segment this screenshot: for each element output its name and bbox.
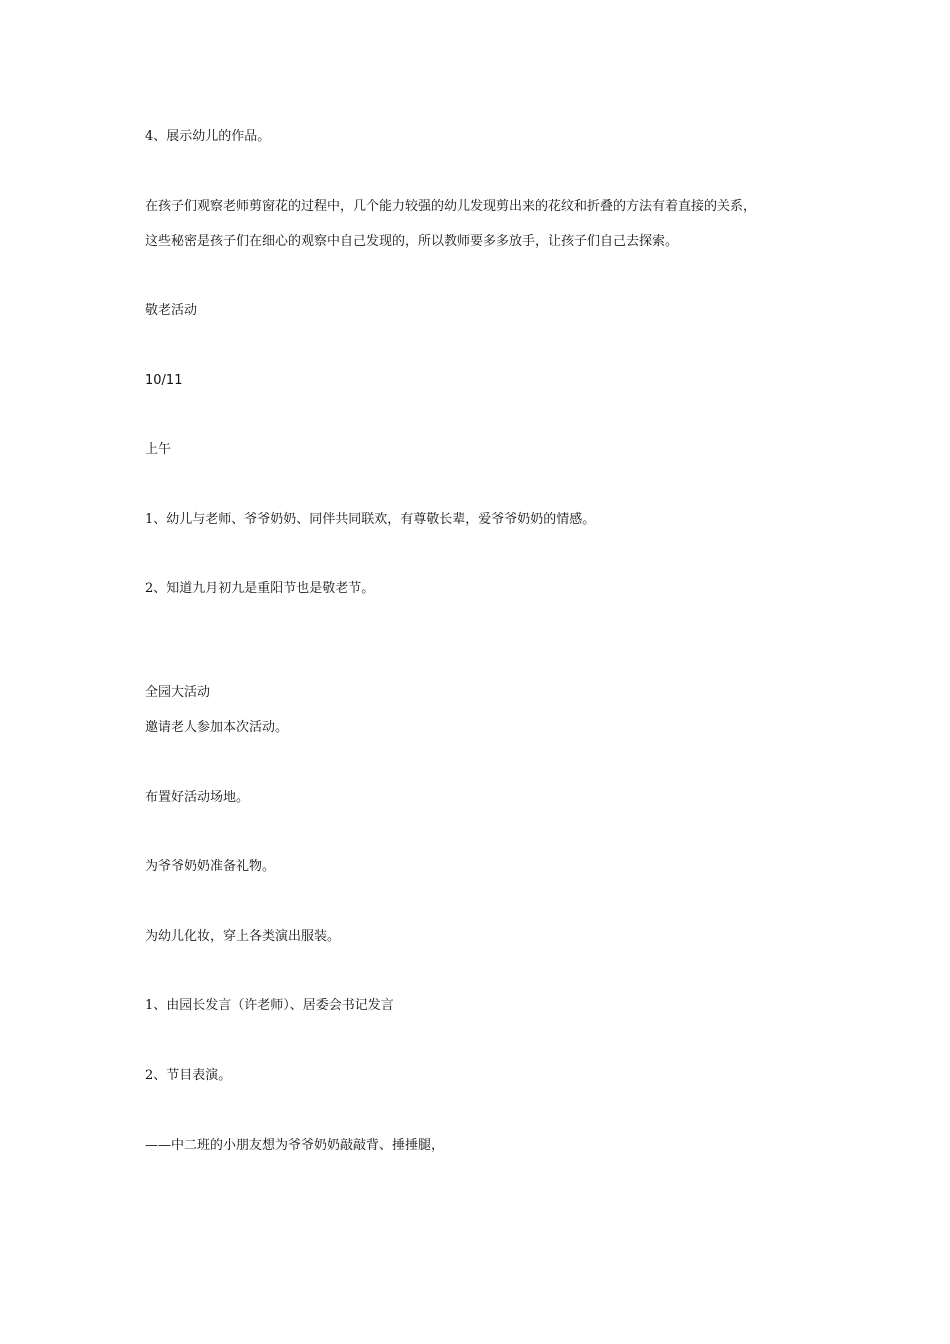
goal-item-1: 1、幼儿与老师、爷爷奶奶、同伴共同联欢，有尊敬长辈，爱爷爷奶奶的情感。	[145, 512, 596, 527]
process-item-1: 1、由园长发言（许老师）、居委会书记发言	[145, 998, 394, 1013]
activity-scope: 全园大活动	[145, 685, 211, 700]
prep-item-venue: 布置好活动场地。	[145, 790, 250, 805]
time-of-day: 上午	[145, 442, 172, 457]
section-heading-respect-elders: 敬老活动	[145, 303, 198, 318]
process-item-2: 2、节目表演。	[145, 1068, 232, 1083]
prep-item-invite: 邀请老人参加本次活动。	[145, 720, 289, 735]
program-item-class-2: ——中二班的小朋友想为爷爷奶奶敲敲背、捶捶腿，	[145, 1138, 445, 1153]
text-line-show-works: 4、展示幼儿的作品。	[145, 129, 271, 144]
prep-item-gifts: 为爷爷奶奶准备礼物。	[145, 859, 276, 874]
date-line: 10/11	[145, 373, 183, 388]
text-line-observation-2: 这些秘密是孩子们在细心的观察中自己发现的，所以教师要多多放手，让孩子们自己去探索。	[145, 234, 679, 249]
prep-item-costumes: 为幼儿化妆，穿上各类演出服装。	[145, 929, 341, 944]
goal-item-2: 2、知道九月初九是重阳节也是敬老节。	[145, 581, 375, 596]
text-line-observation-1: 在孩子们观察老师剪窗花的过程中，几个能力较强的幼儿发现剪出来的花纹和折叠的方法有着直接的关系，	[145, 199, 757, 214]
